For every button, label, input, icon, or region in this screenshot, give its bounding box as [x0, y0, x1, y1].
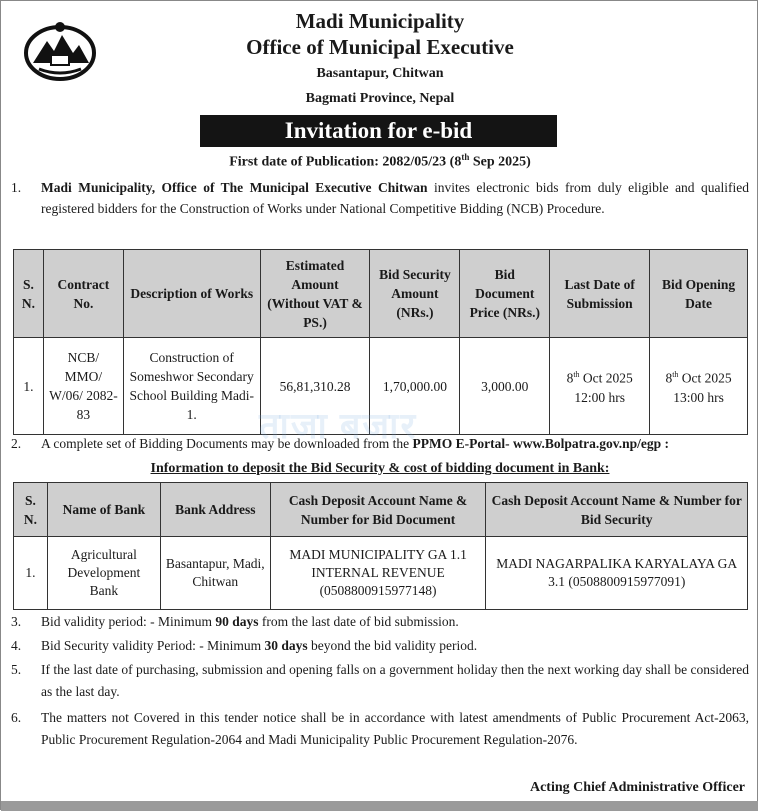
cell-security-account: MADI NAGARPALIKA KARYALAYA GA 3.1 (0508800915977091)	[486, 537, 748, 610]
para-number: 1.	[11, 180, 22, 195]
bank-info-heading: Information to deposit the Bid Security & cost of bidding document in Bank:	[150, 461, 610, 476]
cell-estimate: 56,81,310.28	[260, 338, 370, 435]
paragraph-6	[11, 707, 749, 751]
signature: Acting Chief Administrative Officer	[529, 780, 745, 795]
address-line-1: Basantapur, Chitwan	[316, 66, 444, 81]
col-header: Bank Address	[160, 483, 270, 537]
col-header: S. N.	[14, 250, 44, 338]
cell-sn: 1.	[14, 338, 44, 435]
col-header: Bid Opening Date	[650, 250, 748, 338]
cell-submission: 8th Oct 2025 12:00 hrs	[550, 338, 650, 435]
paragraph-3: 3. Bid validity period: - Minimum 90 days from the last date of bid submission.	[11, 612, 749, 632]
cell-doc-account: MADI MUNICIPALITY GA 1.1 INTERNAL REVENUE (0508800915977148)	[270, 537, 486, 610]
watermark: ताजा बजार	[259, 406, 418, 446]
bank-table	[13, 482, 748, 610]
office-name: Office of Municipal Executive	[246, 35, 514, 59]
col-header: Name of Bank	[47, 483, 160, 537]
org-name: Madi Municipality	[295, 9, 465, 33]
col-header: Contract No.	[43, 250, 123, 338]
cell-description: Construction of Someshwor Secondary School Building Madi-1.	[123, 338, 260, 435]
para-number: 4.	[11, 638, 22, 653]
col-header: Cash Deposit Account Name & Number for Bid Document	[270, 483, 486, 537]
paragraph-5	[11, 659, 749, 703]
col-header: Description of Works	[123, 250, 260, 338]
cell-security: 1,70,000.00	[370, 338, 460, 435]
para-number: 5.	[11, 662, 22, 677]
title-banner: Invitation for e-bid	[200, 115, 557, 147]
col-header: S. N.	[14, 483, 48, 537]
paragraph-1	[11, 177, 749, 219]
paragraph-2	[11, 434, 749, 453]
address-line-2: Bagmati Province, Nepal	[305, 91, 455, 106]
para-text: If the last date of purchasing, submission and opening falls on a government holiday then the next working day shall be considered as the last day.	[41, 662, 749, 699]
cell-opening: 8th Oct 2025 13:00 hrs	[650, 338, 748, 435]
col-header: Cash Deposit Account Name & Number for Bid Security	[486, 483, 748, 537]
table-row	[14, 537, 748, 610]
publication-date: First date of Publication: 2082/05/23 (8th Sep 2025)	[229, 152, 531, 170]
col-header: Last Date of Submission	[550, 250, 650, 338]
cell-address: Basantapur, Madi, Chitwan	[160, 537, 270, 610]
para-lead: Madi Municipality, Office of The Municipal Executive Chitwan	[41, 180, 428, 195]
col-header: Bid Security Amount (NRs.)	[370, 250, 460, 338]
cell-price: 3,000.00	[460, 338, 550, 435]
table-header-row	[14, 250, 748, 338]
col-header: Estimated Amount (Without VAT & PS.)	[260, 250, 370, 338]
para-number: 3.	[11, 614, 22, 629]
col-header: Bid Document Price (NRs.)	[460, 250, 550, 338]
para-text: The matters not Covered in this tender notice shall be in accordance with latest amendments of Public Procurement Act-2063, Public Procurement Regulation-2064 and Madi Municipality Public Procurement Regulation-2076.	[41, 710, 749, 747]
cell-sn: 1.	[14, 537, 48, 610]
para-number: 6.	[11, 710, 22, 725]
para-text: A complete set of Bidding Documents may be downloaded from the	[41, 436, 413, 451]
cell-bank: Agricultural Development Bank	[47, 537, 160, 610]
cell-contract: NCB/ MMO/ W/06/ 2082-83	[43, 338, 123, 435]
para-number: 2.	[11, 436, 22, 451]
table-header-row	[14, 483, 748, 537]
paragraph-4: 4. Bid Security validity Period: - Minimum 30 days beyond the bid validity period.	[11, 636, 749, 656]
para-text: invites electronic bids from duly eligible and qualified registered bidders for the Construction of Works under National Competitive Bidding (NCB) Procedure.	[41, 180, 749, 216]
portal-link[interactable]: PPMO E-Portal- www.Bolpatra.gov.np/egp :	[412, 436, 670, 451]
